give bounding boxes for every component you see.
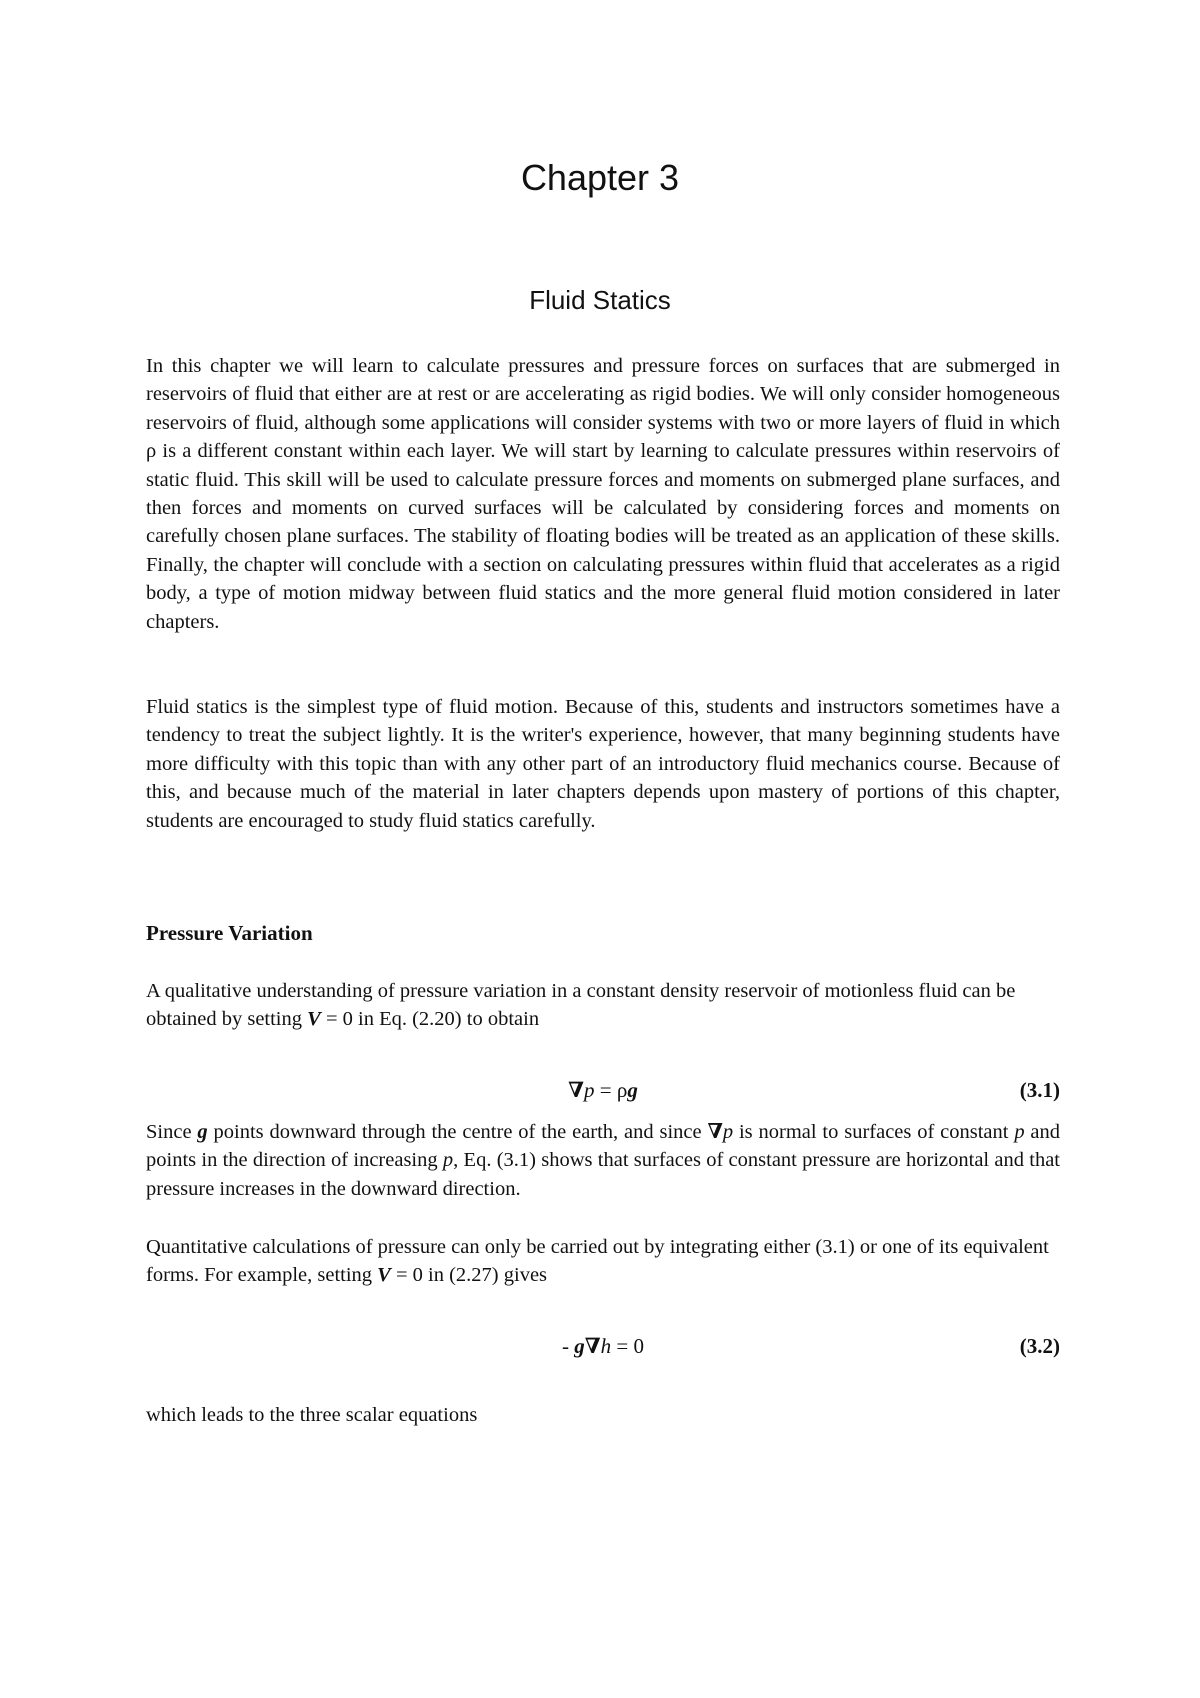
- chapter-label: Chapter 3: [520, 157, 680, 198]
- nabla-symbol: ∇: [584, 1334, 601, 1358]
- leads-paragraph: which leads to the three scalar equations: [146, 1404, 478, 1426]
- equation-3-1-body: [146, 1074, 1060, 1106]
- intro-paragraph-2: Fluid statics is the simplest type of fluid motion. Because of this, students and instructors sometimes have a tendency to treat the subject lightly. It is the writer's experience, however, that many beginning students have more difficulty with this topic than with any other part of an introductory fluid mechanics course. Because of this, and because much of the material in later chapters depends upon mastery of portions of this chapter, students are encouraged to study fluid statics carefully.: [146, 696, 1060, 832]
- since-text-3: is normal to surfaces of constant: [733, 1121, 1015, 1143]
- equation-3-1: [146, 1074, 1060, 1106]
- since-text-4: and points in the direction of increasing: [146, 1121, 1061, 1172]
- rho-symbol: ρ: [616, 1078, 628, 1102]
- equation-number: (3.2): [1019, 1334, 1060, 1358]
- equation-number: (3.1): [1019, 1078, 1060, 1102]
- qualitative-text-after: = 0 in Eq. (2.20) to obtain: [320, 1008, 540, 1031]
- equation-3-2: [146, 1330, 1060, 1362]
- pressure-symbol: p: [722, 1121, 734, 1143]
- quantitative-paragraph: [146, 1233, 1060, 1290]
- velocity-symbol: V: [307, 1008, 321, 1031]
- nabla-symbol: ∇: [568, 1078, 584, 1102]
- minus-sign: -: [562, 1334, 575, 1358]
- head-symbol: h: [600, 1334, 612, 1358]
- pressure-symbol: p: [583, 1078, 595, 1102]
- section-heading: Pressure Variation: [146, 921, 313, 945]
- qualitative-text-before: A qualitative understanding of pressure variation in a constant density reservoir of motionless fluid can be obtained by setting: [146, 980, 1016, 1031]
- gravity-symbol: g: [574, 1334, 585, 1358]
- equals-sign: =: [594, 1078, 617, 1102]
- intro-paragraph-1: In this chapter we will learn to calculate pressures and pressure forces on surfaces that are submerged in reservoirs of fluid that either are at rest or are accelerating as rigid bodies. We will only consider homogeneous reservoirs of fluid, although some applications will consider systems with two or more layers of fluid in which ρ is a different constant within each layer. We will start by learning to calculate pressures within reservoirs of static fluid. This skill will be used to calculate pressure forces and moments on submerged plane surfaces, and then forces and moments on curved surfaces will be calculated by considering forces and moments on carefully chosen plane surfaces. The stability of floating bodies will be treated as an application of these skills. Finally, the chapter will conclude with a section on calculating pressures within fluid that accelerates as a rigid body, a type of motion midway between fluid statics and the more general fluid motion considered in later chapters.: [146, 355, 1060, 633]
- since-text-5: , Eq. (3.1) shows that surfaces of constant pressure are horizontal and that pressure increases in the downward direction.: [146, 1149, 1060, 1200]
- chapter-title: Fluid Statics: [529, 285, 671, 315]
- gravity-symbol: g: [627, 1078, 638, 1102]
- qualitative-paragraph: [146, 977, 1060, 1034]
- nabla-symbol: ∇: [707, 1121, 723, 1143]
- equation-3-2-body: [146, 1330, 1060, 1362]
- velocity-symbol: V: [377, 1264, 391, 1287]
- pressure-symbol: p: [1014, 1121, 1025, 1143]
- since-text-2: points downward through the centre of the earth, and since: [207, 1121, 708, 1143]
- gravity-symbol: g: [197, 1121, 208, 1143]
- since-text-1: Since: [146, 1121, 198, 1143]
- equation-rhs: = 0: [611, 1334, 644, 1358]
- since-paragraph: [146, 1118, 1060, 1203]
- quantitative-text-after: = 0 in (2.27) gives: [390, 1264, 548, 1287]
- pressure-symbol: p: [442, 1149, 454, 1172]
- quantitative-text-before: Quantitative calculations of pressure can only be carried out by integrating either (3.1) or one of its equivalent forms. For example, setting: [146, 1236, 1049, 1287]
